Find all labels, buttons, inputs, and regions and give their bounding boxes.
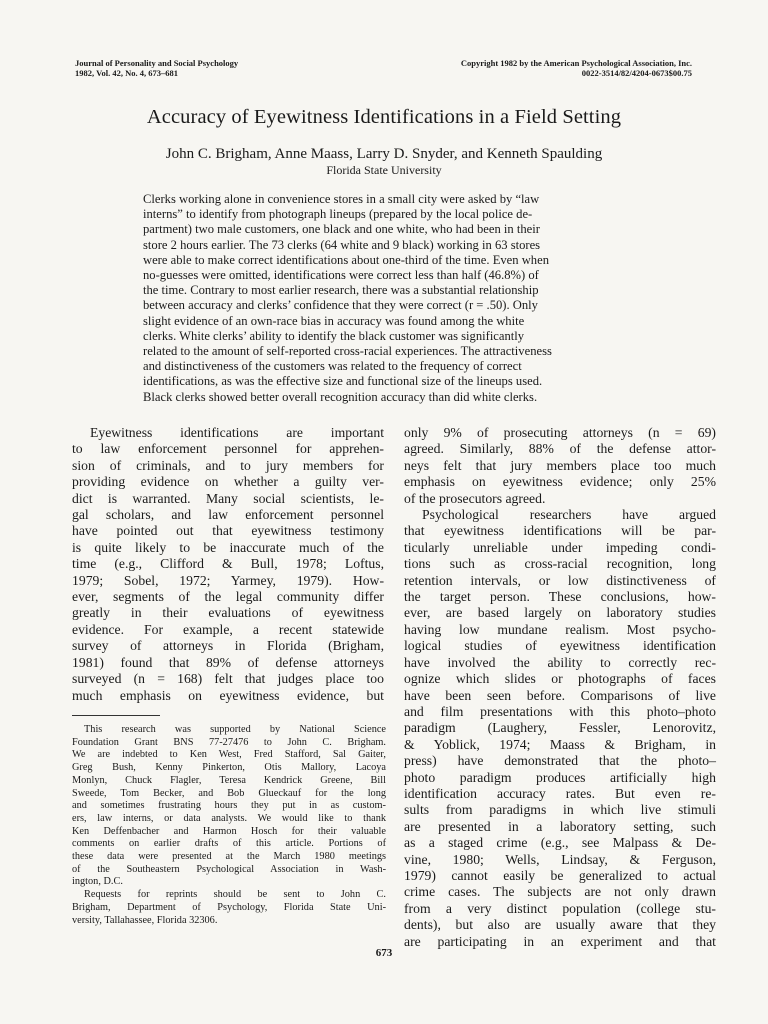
abstract-line: the time. Contrary to most earlier research, there was a substantial relationship: [143, 283, 539, 298]
body-text-line: logical studies of eyewitness identification: [404, 638, 716, 654]
footnote-line: ington, D.C.: [72, 876, 123, 888]
footnote-line: Brigham, Department of Psychology, Florida State Uni-: [72, 901, 386, 913]
body-text-line: as a staged crime (e.g., see Malpass & De-: [404, 835, 716, 851]
body-text-line: have involved the ability to correctly rec-: [404, 654, 716, 670]
body-column-right: [404, 425, 716, 950]
body-text-line: agreed. Similarly, 88% of the defense attor-: [404, 441, 716, 457]
body-column-left: [72, 425, 384, 704]
body-text-line: tions such as cross-racial recognition, long: [404, 556, 716, 572]
abstract-line: identifications, as was the effective size and functional size of the lineups used.: [143, 374, 543, 389]
body-text-line: neys felt that jury members place too much: [404, 457, 716, 473]
body-text-line: have pointed out that eyewitness testimony: [72, 523, 384, 539]
footnote-line: Requests for reprints should be sent to John C.: [84, 889, 386, 901]
body-text-line: emphasis on eyewitness evidence; only 25%: [404, 474, 716, 490]
body-text-line: that eyewitness identifications will be par-: [404, 523, 716, 539]
body-text-line: providing evidence on whether a guilty ver-: [72, 474, 384, 490]
footnote-line: versity, Tallahassee, Florida 32306.: [72, 914, 218, 926]
body-text-line: ever, segments of the legal community differ: [72, 589, 384, 605]
footnote-line: Foundation Grant BNS 77-27476 to John C. Brigham.: [72, 736, 386, 748]
body-text-line: 1979) cannot easily be generalized to actual: [404, 867, 716, 883]
abstract-line: related to the amount of self-reported cross-racial experiences. The attractiveness: [143, 344, 552, 359]
body-text-line: to law enforcement personnel for apprehen-: [72, 441, 384, 457]
copyright-notice: [461, 58, 692, 78]
footnote-line: Greg Bush, Kenny Pinkerton, Otis Mallory, Lacoya: [72, 762, 386, 774]
footnote-line: This research was supported by National Science: [84, 724, 386, 735]
copyright-code: 0022-3514/82/4204-0673$00.75: [581, 68, 692, 78]
footnote-divider: [72, 715, 160, 716]
body-text-line: identification accuracy rates. But even re-: [404, 785, 716, 801]
body-text-line: 1981) found that 89% of defense attorneys: [72, 654, 384, 670]
footnote-line: ers, law interns, or data analysts. We would like to thank: [72, 812, 386, 824]
abstract-line: interns” to identify from photograph lineups (prepared by the local police de-: [143, 207, 533, 222]
footnote-line: of the Southeastern Psychological Association in Wash-: [72, 863, 386, 875]
abstract-line: and distinctiveness of the customers was related to the frequency of correct: [143, 359, 522, 374]
abstract-line: partment) two male customers, one black and one white, who had been in their: [143, 222, 540, 237]
body-text-line: retention intervals, or low distinctiveness of: [404, 572, 716, 588]
body-text-line: gal scholars, and law enforcement personnel: [72, 507, 384, 523]
journal-name: Journal of Personality and Social Psychology: [75, 58, 239, 68]
journal-volume: 1982, Vol. 42, No. 4, 673–681: [75, 68, 178, 78]
body-text-line: Eyewitness identifications are important: [90, 425, 384, 440]
body-text-line: dict is warranted. Many social scientists, le-: [72, 490, 384, 506]
article-title: Accuracy of Eyewitness Identifications in a Field Setting: [146, 106, 622, 128]
footnote-line: comments on earlier drafts of this article. Portions of: [72, 838, 386, 850]
footnote-line: Ken Deffenbacher and Harmon Hosch for their valuable: [72, 825, 386, 837]
footnote-line: Monlyn, Chuck Flagler, Teresa Kendrick Greene, Bill: [72, 774, 386, 786]
body-text-line: having low mundane realism. Most psycho-: [404, 621, 716, 637]
copyright-line: Copyright 1982 by the American Psychological Association, Inc.: [460, 58, 692, 68]
body-text-line: surveyed (n = 168) felt that judges place too: [72, 671, 384, 687]
body-text-line: 1979; Sobel, 1972; Yarmey, 1979). How-: [72, 572, 384, 588]
body-text-line: evidence. For example, a recent statewide: [72, 621, 384, 637]
body-text-line: and film presentations with this photo–photo: [404, 703, 716, 719]
body-text-line: the target person. These conclusions, how-: [404, 589, 716, 605]
body-text-line: have been seen before. Comparisons of live: [404, 687, 716, 703]
body-text-line: Psychological researchers have argued: [422, 507, 716, 523]
body-text-line: press) have demonstrated that the photo–: [404, 753, 716, 769]
abstract-line: store 2 hours earlier. The 73 clerks (64 white and 9 black) working in 63 stores: [143, 237, 541, 252]
body-text-line: & Yoblick, 1974; Maass & Brigham, in: [404, 736, 716, 752]
body-text-line: of the prosecutors agreed.: [404, 490, 546, 506]
footnote-line: these data were presented at the March 1980 meetings: [72, 851, 386, 863]
body-text-line: paradigm (Laughery, Fessler, Lenorovitz,: [404, 720, 716, 736]
body-text-line: is quite likely to be inaccurate much of the: [72, 539, 384, 555]
body-text-line: vine, 1980; Wells, Lindsay, & Ferguson,: [404, 851, 716, 867]
footnote: [72, 724, 386, 927]
body-text-line: ticularly unreliable under impeding condi-: [404, 539, 716, 555]
body-text-line: dents), but also are usually aware that they: [404, 917, 716, 933]
author-affiliation: Florida State University: [326, 163, 442, 177]
body-text-line: crime cases. The subjects are not only drawn: [404, 884, 716, 900]
abstract-line: Clerks working alone in convenience stores in a small city were asked by “law: [143, 192, 540, 206]
footnote-line: Sweede, Tom Becker, and Bob Glueckauf for the long: [72, 787, 386, 799]
body-text-line: sults from paradigms in which live stimuli: [404, 802, 716, 818]
abstract-line: between accuracy and clerks’ confidence that they were correct (r = .50). Only: [143, 298, 538, 313]
abstract-line: slight evidence of an own-race bias in accuracy was found among the white: [143, 313, 525, 328]
body-text-line: survey of attorneys in Florida (Brigham,: [72, 638, 384, 654]
page-number: 673: [375, 947, 393, 959]
body-text-line: time (e.g., Clifford & Bull, 1978; Loftus,: [72, 556, 384, 572]
body-text-line: are participating in an experiment and that: [404, 933, 716, 949]
body-text-line: ever, are based largely on laboratory studies: [404, 605, 716, 621]
journal-citation: [75, 58, 238, 78]
body-text-line: photo paradigm produces artificially high: [404, 769, 716, 785]
body-text-line: ognize which slides or photographs of faces: [404, 671, 716, 687]
article-authors: John C. Brigham, Anne Maass, Larry D. Snyder, and Kenneth Spaulding: [165, 146, 603, 162]
abstract-line: Black clerks showed better overall recognition accuracy than did white clerks.: [143, 389, 538, 404]
footnote-line: We are indebted to Ken West, Fred Stafford, Sal Gaiter,: [72, 749, 386, 761]
body-text-line: much emphasis on eyewitness evidence, but: [72, 687, 384, 703]
body-text-line: are presented in a laboratory setting, such: [404, 818, 716, 834]
body-text-line: greatly in their evaluations of eyewitness: [72, 605, 384, 621]
abstract-line: clerks. White clerks’ ability to identify the black customer was significantly: [143, 328, 525, 343]
abstract-line: were able to make correct identifications about one-third of the time. Even when: [143, 252, 549, 267]
body-text-line: from a very distinct population (college stu-: [404, 900, 716, 916]
abstract-line: no-guesses were omitted, identifications were correct less than half (46.8%) of: [143, 268, 539, 283]
body-text-line: only 9% of prosecuting attorneys (n = 69): [404, 425, 716, 440]
body-text-line: sion of criminals, and to jury members for: [72, 457, 384, 473]
abstract: [143, 192, 703, 405]
footnote-line: and sometimes frustrating hours they put in as custom-: [72, 800, 386, 812]
